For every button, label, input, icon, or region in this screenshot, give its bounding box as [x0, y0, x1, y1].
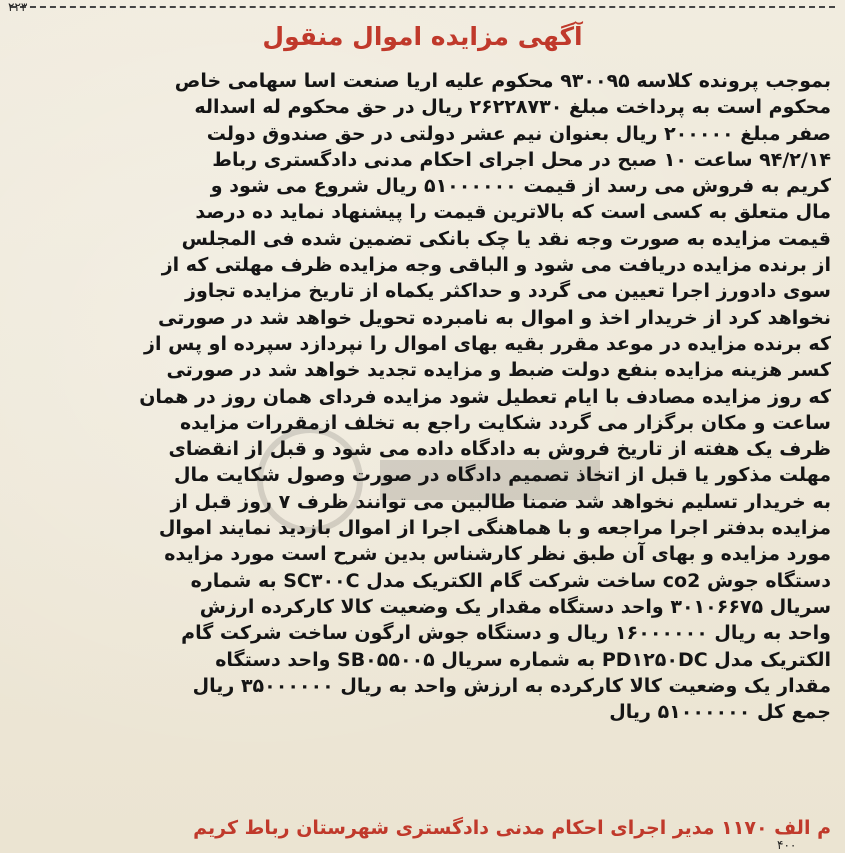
body-line: واحد به ریال ۱۶۰۰۰۰۰۰ ریال و دستگاه جوش ارگون ساخت شرکت گام [181, 622, 831, 645]
body-line: سریال ۳۰۱۰۶۶۷۵ واحد دستگاه مقدار یک وضعیت کالا کارکرده ارزش [199, 595, 831, 618]
body-line: بموجب پرونده کلاسه ۹۳۰۰۹۵ محکوم علیه اریا صنعت اسا سهامی خاص [174, 70, 831, 92]
body-line: الکتریک مدل PD۱۲۵۰DC به شماره سریال SB۰۵۵۰۰۵ واحد دستگاه [215, 648, 831, 671]
body-line: جمع کل ۵۱۰۰۰۰۰۰ ریال [609, 701, 831, 724]
body-line: سوی دادورز اجرا تعیین می گردد و حداکثر یکماه از تاریخ مزایده تجاوز [185, 280, 831, 303]
corner-number: ۴۰۰ [777, 838, 797, 852]
body-line: کسر هزینه مزایده بنفع دولت ضبط و مزایده تجدید خواهد شد در صورتی [166, 359, 831, 382]
body-line: قیمت مزایده به صورت وجه نقد یا چک بانکی تضمین شده فی المجلس [181, 227, 831, 250]
body-line: از برنده مزایده دریافت می شود و الباقی وجه مزایده ظرف مهلتی که از [161, 254, 831, 277]
body-line: مقدار یک وضعیت کالا کارکرده به ارزش واحد به ریال ۳۵۰۰۰۰۰۰ ریال [192, 674, 831, 697]
notice-body [14, 68, 831, 725]
body-line: مورد مزایده و بهای آن طبق نظر کارشناس بدین شرح است مورد مزایده [164, 543, 831, 566]
notice-title: آگهی مزایده اموال منقول [262, 22, 583, 51]
page-number: ۲۲۳ [8, 0, 28, 14]
body-line: نخواهد کرد از خریدار اخذ و اموال به نامبرده تحویل خواهد شد در صورتی [158, 306, 831, 329]
body-line: کریم به فروش می رسد از قیمت ۵۱۰۰۰۰۰۰ ریال شروع می شود و [210, 175, 831, 198]
body-line: که روز مزایده مصادف با ایام تعطیل شود مزایده فردای همان روز در همان [139, 385, 831, 408]
body-line: ظرف یک هفته از تاریخ فروش به دادگاه داده می شود و قبل از انقضای [168, 438, 831, 461]
body-line: مال متعلق به کسی است که بالاترین قیمت را پیشنهاد نماید ده درصد [195, 201, 831, 224]
body-line: محکوم است به پرداخت مبلغ ۲۶۲۲۸۷۳۰ ریال در حق محکوم له اسداله [194, 96, 831, 119]
body-line: به خریدار تسلیم نخواهد شد ضمنا طالبین می توانند ظرف ۷ روز قبل از [170, 490, 831, 513]
signature-line: م الف ۱۱۷۰ مدیر اجرای احکام مدنی دادگستری شهرستان رباط کریم [193, 817, 831, 839]
body-line: که برنده مزایده در موعد مقرر بقیه بهای اموال را نپردازد سپرده او پس از [144, 332, 831, 355]
body-line: دستگاه جوش co2 ساخت شرکت گام الکتریک مدل SC۳۰۰C به شماره [190, 569, 831, 592]
body-line: ۹۴/۲/۱۴ ساعت ۱۰ صبح در محل اجرای احکام مدنی دادگستری رباط [212, 148, 831, 171]
body-line: صفر مبلغ ۲۰۰۰۰۰ ریال بعنوان نیم عشر دولتی در حق صندوق دولت [206, 122, 831, 145]
body-line: مزایده بدفتر اجرا مراجعه و با هماهنگی اجرا از اموال بازدید نمایند اموال [158, 517, 831, 540]
body-line: مهلت مذکور یا قبل از اتخاذ تصمیم دادگاه در صورت وصول شکایت مال [173, 464, 831, 487]
body-line: ساعت و مکان برگزار می گردد شکایت راجع به تخلف ازمقررات مزایده [179, 411, 831, 434]
top-divider [10, 6, 835, 10]
